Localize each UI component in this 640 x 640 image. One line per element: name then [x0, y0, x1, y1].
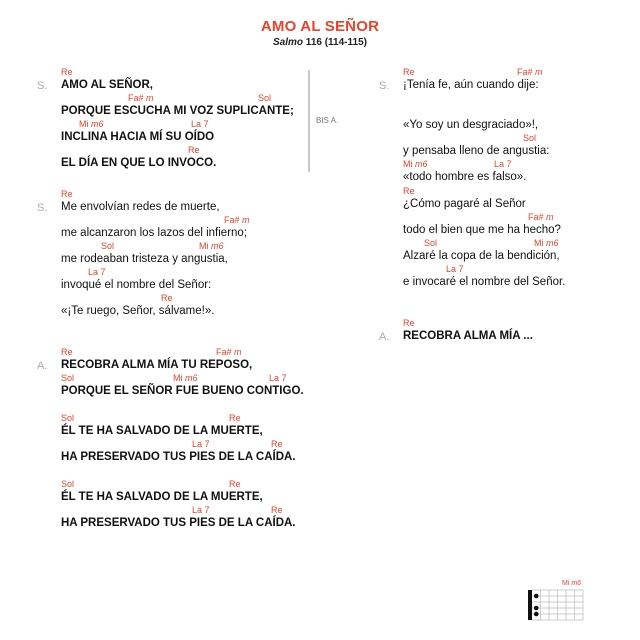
song-subtitle	[0, 37, 640, 48]
lyric-text: «todo hombre es falso».	[403, 171, 527, 183]
lyric-text: e invocaré el nombre del Señor.	[403, 276, 566, 288]
chord-label: Fa# m	[216, 347, 242, 357]
chord-label: Sol	[258, 93, 272, 103]
chord-diagram-mi-m6	[528, 588, 585, 622]
subtitle-psalm: Salmo	[273, 37, 304, 48]
lyric-text: INCLINA HACIA MÍ SU OÍDO	[61, 131, 215, 143]
chord-label: Sol	[101, 241, 115, 251]
chord-label: Re	[271, 505, 283, 515]
chord-label: La 7	[192, 439, 210, 449]
lyric-text: Me envolvían redes de muerte,	[61, 201, 220, 213]
lyric-text: «Yo soy un desgraciado»!,	[403, 119, 539, 131]
bis-label: BIS A.	[316, 116, 339, 125]
lyric-text: ¿Cómo pagaré al Señor	[403, 198, 526, 210]
chord-label: La 7	[494, 159, 512, 169]
chord-label: Re	[61, 347, 73, 357]
lyric-text: y pensaba lleno de angustia:	[403, 145, 550, 157]
chord-label: Re	[61, 67, 73, 77]
section-marker: S.	[37, 80, 48, 92]
chord-label: Re	[229, 413, 241, 423]
lyric-text: ÉL TE HA SALVADO DE LA MUERTE,	[61, 491, 263, 503]
chord-label: La 7	[191, 119, 209, 129]
chord-label: La 7	[446, 264, 464, 274]
chord-label: Fa# m	[517, 67, 543, 77]
section-marker: A.	[37, 360, 48, 372]
lyric-text: ÉL TE HA SALVADO DE LA MUERTE,	[61, 425, 263, 437]
chord-label: Re	[229, 479, 241, 489]
lyric-text: RECOBRA ALMA MÍA TU REPOSO,	[61, 359, 253, 371]
chord-label: Re	[271, 439, 283, 449]
bis-bracket	[308, 70, 310, 172]
chord-label: Re	[161, 293, 173, 303]
lyric-text: AMO AL SEÑOR,	[61, 79, 154, 91]
subtitle-ref: 116 (114-115)	[303, 37, 367, 48]
chord-diagram-mod: m6	[571, 580, 582, 587]
chord-label: Fa# m	[224, 215, 250, 225]
chord-label: Re	[403, 67, 415, 77]
lyric-text: ¡Tenía fe, aún cuando dije:	[403, 79, 539, 91]
lyric-text: RECOBRA ALMA MÍA ...	[403, 330, 533, 342]
chord-label: Sol	[523, 133, 537, 143]
lyric-text: EL DÍA EN QUE LO INVOCO.	[61, 157, 217, 169]
chord-label: La 7	[88, 267, 106, 277]
chord-label: Mi m6	[199, 241, 224, 251]
chord-label: Re	[61, 189, 73, 199]
chord-label: Mi m6	[173, 373, 198, 383]
song-title: AMO AL SEÑOR	[260, 18, 380, 35]
chord-label: Sol	[424, 238, 438, 248]
chord-label: Fa# m	[528, 212, 554, 222]
chord-label: Re	[403, 186, 415, 196]
lyric-text: HA PRESERVADO TUS PIES DE LA CAÍDA.	[61, 517, 296, 529]
chord-label: Fa# m	[128, 93, 154, 103]
chord-label: Mi m6	[403, 159, 428, 169]
chord-label: Re	[188, 145, 200, 155]
chord-label: Sol	[61, 479, 75, 489]
lyric-text: HA PRESERVADO TUS PIES DE LA CAÍDA.	[61, 451, 296, 463]
lyric-text: PORQUE EL SEÑOR FUE BUENO CONTIGO.	[61, 385, 304, 397]
chord-label: Mi m6	[534, 238, 559, 248]
chord-label: Mi m6	[79, 119, 104, 129]
chord-label: La 7	[269, 373, 287, 383]
chord-label: Sol	[61, 373, 75, 383]
section-marker: S.	[37, 202, 48, 214]
lyric-text: invoqué el nombre del Señor:	[61, 279, 212, 291]
lyric-text: PORQUE ESCUCHA MI VOZ SUPLICANTE;	[61, 105, 294, 117]
lyric-text: todo el bien que me ha hecho?	[403, 224, 561, 236]
lyric-text: me alcanzaron los lazos del infierno;	[61, 227, 248, 239]
chord-label: Sol	[61, 413, 75, 423]
section-marker: A.	[379, 331, 390, 343]
lyric-text: me rodeaban tristeza y angustia,	[61, 253, 228, 265]
lyric-text: «¡Te ruego, Señor, sálvame!».	[61, 305, 215, 317]
chord-label: La 7	[192, 505, 210, 515]
lyric-text: Alzaré la copa de la bendición,	[403, 250, 560, 262]
chord-diagram-root: Mi	[562, 580, 570, 587]
chord-diagram-label	[562, 580, 581, 587]
section-marker: S.	[379, 80, 390, 92]
chord-label: Re	[403, 318, 415, 328]
